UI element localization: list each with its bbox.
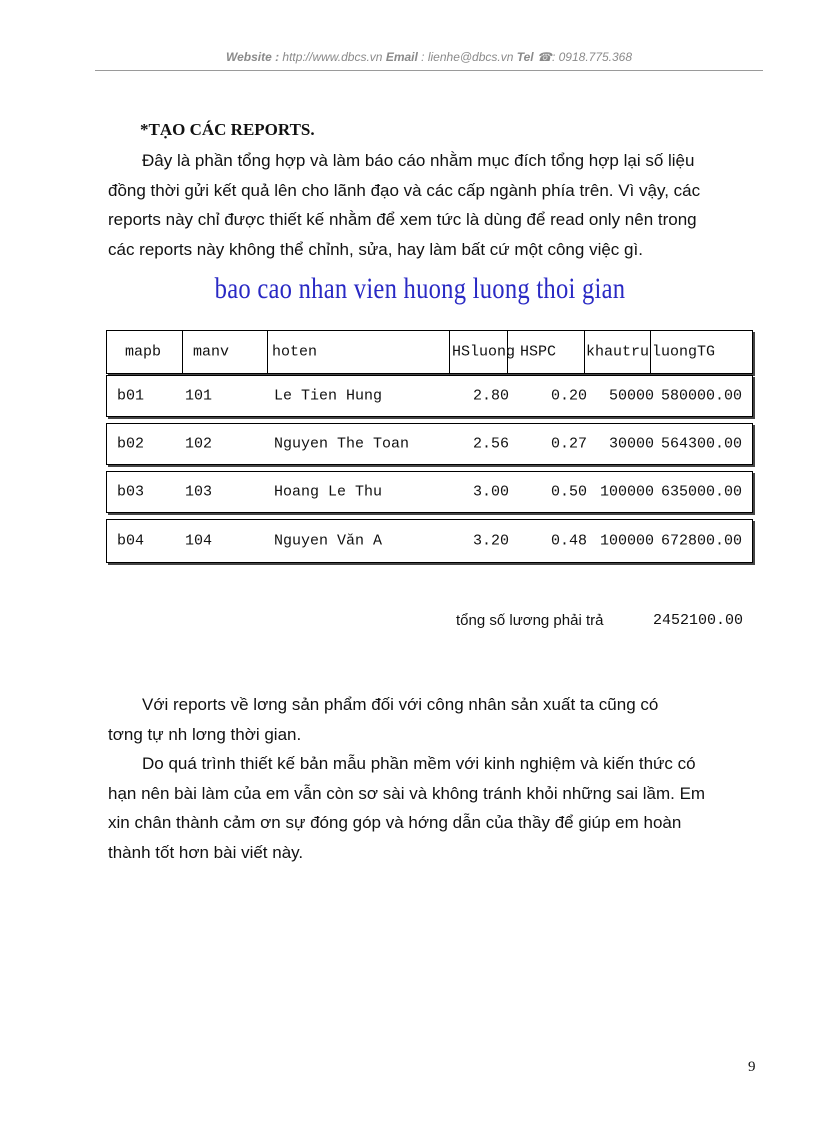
cell-luongtg: 635000.00 bbox=[660, 483, 742, 501]
cell-hsluong: 3.00 bbox=[472, 483, 509, 501]
cell-khautru: 100000 bbox=[599, 532, 654, 550]
outro-paragraph bbox=[108, 690, 760, 867]
cell-hsluong: 3.20 bbox=[472, 532, 509, 550]
cell-khautru: 30000 bbox=[608, 435, 654, 453]
tel-value: : 0918.775.368 bbox=[551, 50, 633, 64]
total-value: 2452100.00 bbox=[653, 612, 744, 629]
cell-hspc: 0.50 bbox=[550, 483, 587, 501]
cell-hoten: Le Tien Hung bbox=[274, 387, 383, 405]
col-header-mapb: mapb bbox=[125, 343, 162, 361]
website-link[interactable]: http://www.dbcs.vn bbox=[282, 50, 383, 64]
cell-manv: 101 bbox=[185, 387, 213, 405]
report-header-row bbox=[106, 330, 753, 374]
report-title: bao cao nhan vien huong luong thoi gian bbox=[214, 272, 626, 305]
cell-manv: 103 bbox=[185, 483, 213, 501]
col-header-hoten: hoten bbox=[272, 343, 318, 361]
cell-luongtg: 564300.00 bbox=[660, 435, 742, 453]
table-row bbox=[106, 375, 753, 417]
col-header-luongtg: luongTG bbox=[652, 343, 716, 361]
page-number: 9 bbox=[748, 1059, 756, 1075]
cell-luongtg: 580000.00 bbox=[660, 387, 742, 405]
col-header-khautru: khautru bbox=[586, 343, 650, 361]
cell-hoten: Hoang Le Thu bbox=[274, 483, 383, 501]
outro-line: Với reports về lơng sản phẩm đối với công nhân sản xuất ta cũng có bbox=[142, 695, 659, 714]
tel-label: Tel bbox=[516, 50, 534, 64]
cell-mapb: b04 bbox=[117, 532, 145, 550]
website-label: Website : bbox=[225, 50, 280, 64]
outro-line: tơng tự nh lơng thời gian. bbox=[108, 724, 302, 744]
email-label: Email bbox=[385, 50, 418, 64]
outro-line: hạn nên bài làm của em vẫn còn sơ sài và không tránh khỏi những sai lầm. Em bbox=[108, 783, 706, 803]
cell-mapb: b02 bbox=[117, 435, 145, 453]
table-row bbox=[106, 423, 753, 465]
cell-hspc: 0.20 bbox=[550, 387, 587, 405]
table-row bbox=[106, 519, 753, 563]
cell-hspc: 0.48 bbox=[550, 532, 587, 550]
cell-hspc: 0.27 bbox=[550, 435, 587, 453]
col-header-hsluong: HSluong bbox=[452, 343, 516, 361]
section-title: *TẠO CÁC REPORTS. bbox=[140, 120, 315, 139]
col-header-manv: manv bbox=[193, 343, 230, 361]
email-link[interactable]: : lienhe@dbcs.vn bbox=[421, 50, 514, 64]
intro-line: đồng thời gửi kết quả lên cho lãnh đạo và các cấp ngành phía trên. Vì vậy, các bbox=[108, 180, 701, 200]
intro-paragraph bbox=[108, 146, 760, 264]
cell-hoten: Nguyen Văn A bbox=[274, 532, 383, 550]
cell-hoten: Nguyen The Toan bbox=[274, 435, 410, 453]
cell-hsluong: 2.80 bbox=[472, 387, 509, 405]
cell-hsluong: 2.56 bbox=[472, 435, 509, 453]
cell-khautru: 100000 bbox=[599, 483, 654, 501]
intro-line: reports này chỉ được thiết kế nhằm để xem tức là dùng để read only nên trong bbox=[108, 210, 697, 229]
outro-line: xin chân thành cảm ơn sự đóng góp và hớng dẫn của thầy để giúp em hoàn bbox=[108, 813, 682, 832]
cell-mapb: b03 bbox=[117, 483, 145, 501]
outro-line: thành tốt hơn bài viết này. bbox=[108, 842, 304, 862]
cell-luongtg: 672800.00 bbox=[660, 532, 742, 550]
cell-mapb: b01 bbox=[117, 387, 145, 405]
cell-manv: 104 bbox=[185, 532, 213, 550]
cell-manv: 102 bbox=[185, 435, 213, 453]
phone-icon: ☎ bbox=[537, 50, 552, 64]
intro-line: Đây là phần tổng hợp và làm báo cáo nhằm mục đích tổng hợp lại số liệu bbox=[142, 151, 695, 170]
outro-line: Do quá trình thiết kế bản mẫu phần mềm với kinh nghiệm và kiến thức có bbox=[142, 754, 696, 773]
total-label: tổng số lương phải trả bbox=[456, 612, 604, 629]
col-header-hspc: HSPC bbox=[520, 343, 557, 361]
page-header bbox=[95, 44, 763, 71]
cell-khautru: 50000 bbox=[608, 387, 654, 405]
intro-line: các reports này không thể chỉnh, sửa, hay làm bất cứ một công việc gì. bbox=[108, 239, 643, 259]
table-row bbox=[106, 471, 753, 513]
